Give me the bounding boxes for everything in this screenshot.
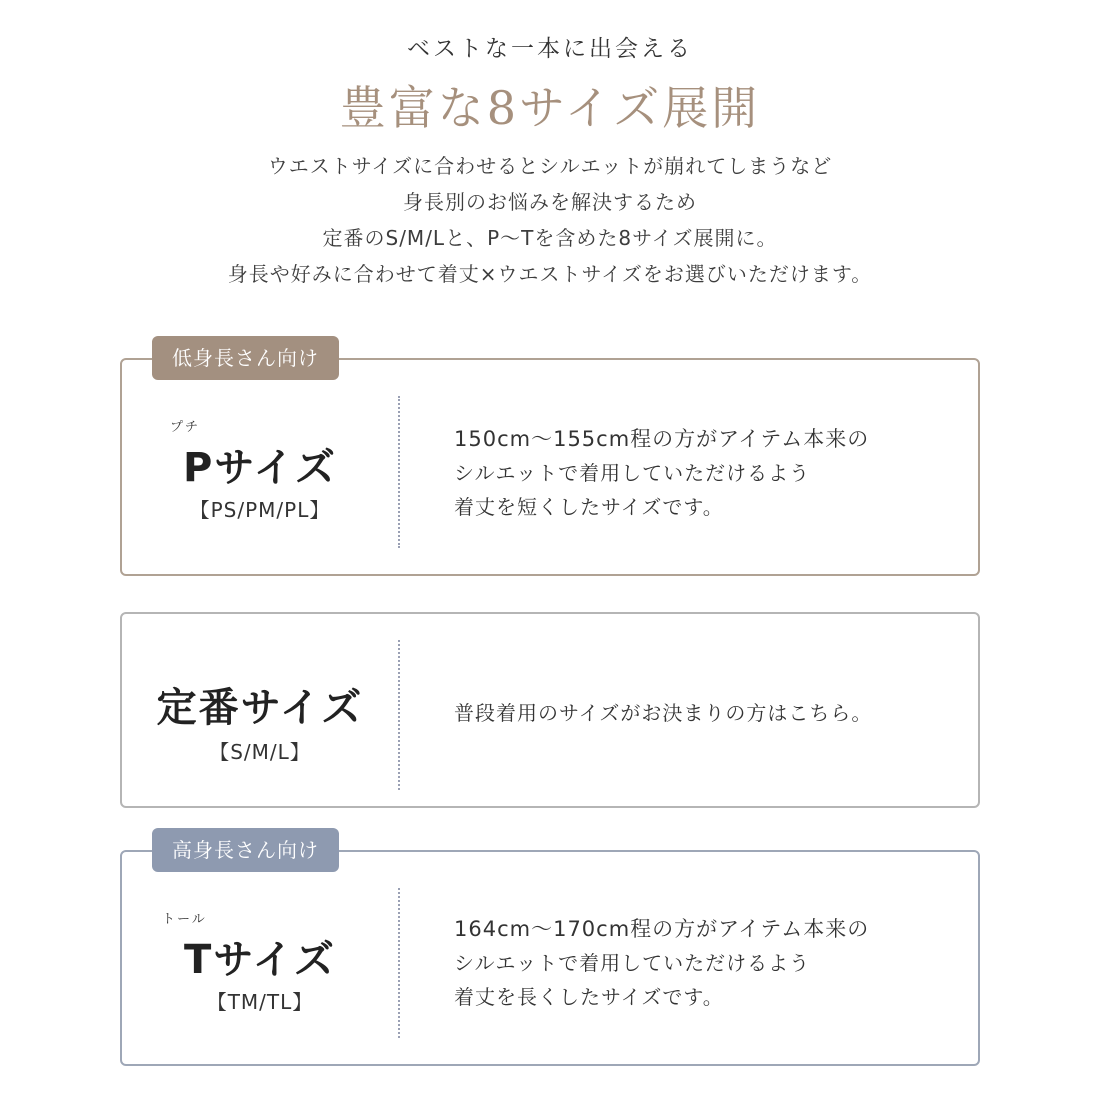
petite-size-name: Pサイズ bbox=[182, 445, 338, 491]
petite-divider bbox=[398, 396, 400, 548]
standard-description bbox=[454, 696, 954, 730]
petite-target-tag: 低身長さん向け bbox=[152, 336, 339, 380]
description-line: ウエストサイズに合わせるとシルエットが崩れてしまうなど bbox=[267, 154, 833, 178]
tall-target-tag: 高身長さん向け bbox=[152, 828, 339, 872]
petite-ruby: プチ bbox=[170, 420, 201, 435]
petite-size-card bbox=[120, 346, 980, 576]
tall-size-heading bbox=[122, 852, 398, 1064]
section-subtitle: ベストな一本に出会える bbox=[407, 36, 693, 62]
petite-size-codes: 【PS/PM/PL】 bbox=[189, 498, 331, 522]
standard-desc-line: 普段着用のサイズがお決まりの方はこちら。 bbox=[454, 701, 873, 725]
tall-divider bbox=[398, 888, 400, 1038]
petite-desc-line: 着丈を短くしたサイズです。 bbox=[454, 495, 724, 519]
standard-size-card bbox=[120, 612, 980, 808]
tall-size-card bbox=[120, 838, 980, 1066]
standard-size-name: 定番サイズ bbox=[156, 685, 364, 731]
tall-size-codes: 【TM/TL】 bbox=[206, 990, 314, 1014]
section-title: 豊富な8サイズ展開 bbox=[339, 81, 761, 135]
description-line: 身長や好みに合わせて着丈×ウエストサイズをお選びいただけます。 bbox=[227, 262, 873, 286]
description bbox=[0, 148, 1100, 292]
petite-desc-line: シルエットで着用していただけるよう bbox=[454, 461, 811, 485]
tall-desc-line: 164cm〜170cm程の方がアイテム本来の bbox=[454, 917, 870, 941]
tall-desc-line: シルエットで着用していただけるよう bbox=[454, 951, 811, 975]
petite-size-heading bbox=[122, 360, 398, 574]
tall-desc-line: 着丈を長くしたサイズです。 bbox=[454, 985, 724, 1009]
petite-desc-line: 150cm〜155cm程の方がアイテム本来の bbox=[454, 427, 870, 451]
petite-description bbox=[454, 422, 954, 524]
tall-size-name: Tサイズ bbox=[183, 937, 337, 983]
standard-divider bbox=[398, 640, 400, 790]
description-line: 定番のS/M/Lと、P〜Tを含めた8サイズ展開に。 bbox=[322, 226, 778, 250]
description-line: 身長別のお悩みを解決するため bbox=[403, 190, 697, 214]
standard-size-heading bbox=[122, 614, 398, 806]
tall-ruby: トール bbox=[162, 912, 207, 927]
tall-description bbox=[454, 912, 954, 1014]
standard-size-codes: 【S/M/L】 bbox=[209, 740, 311, 764]
